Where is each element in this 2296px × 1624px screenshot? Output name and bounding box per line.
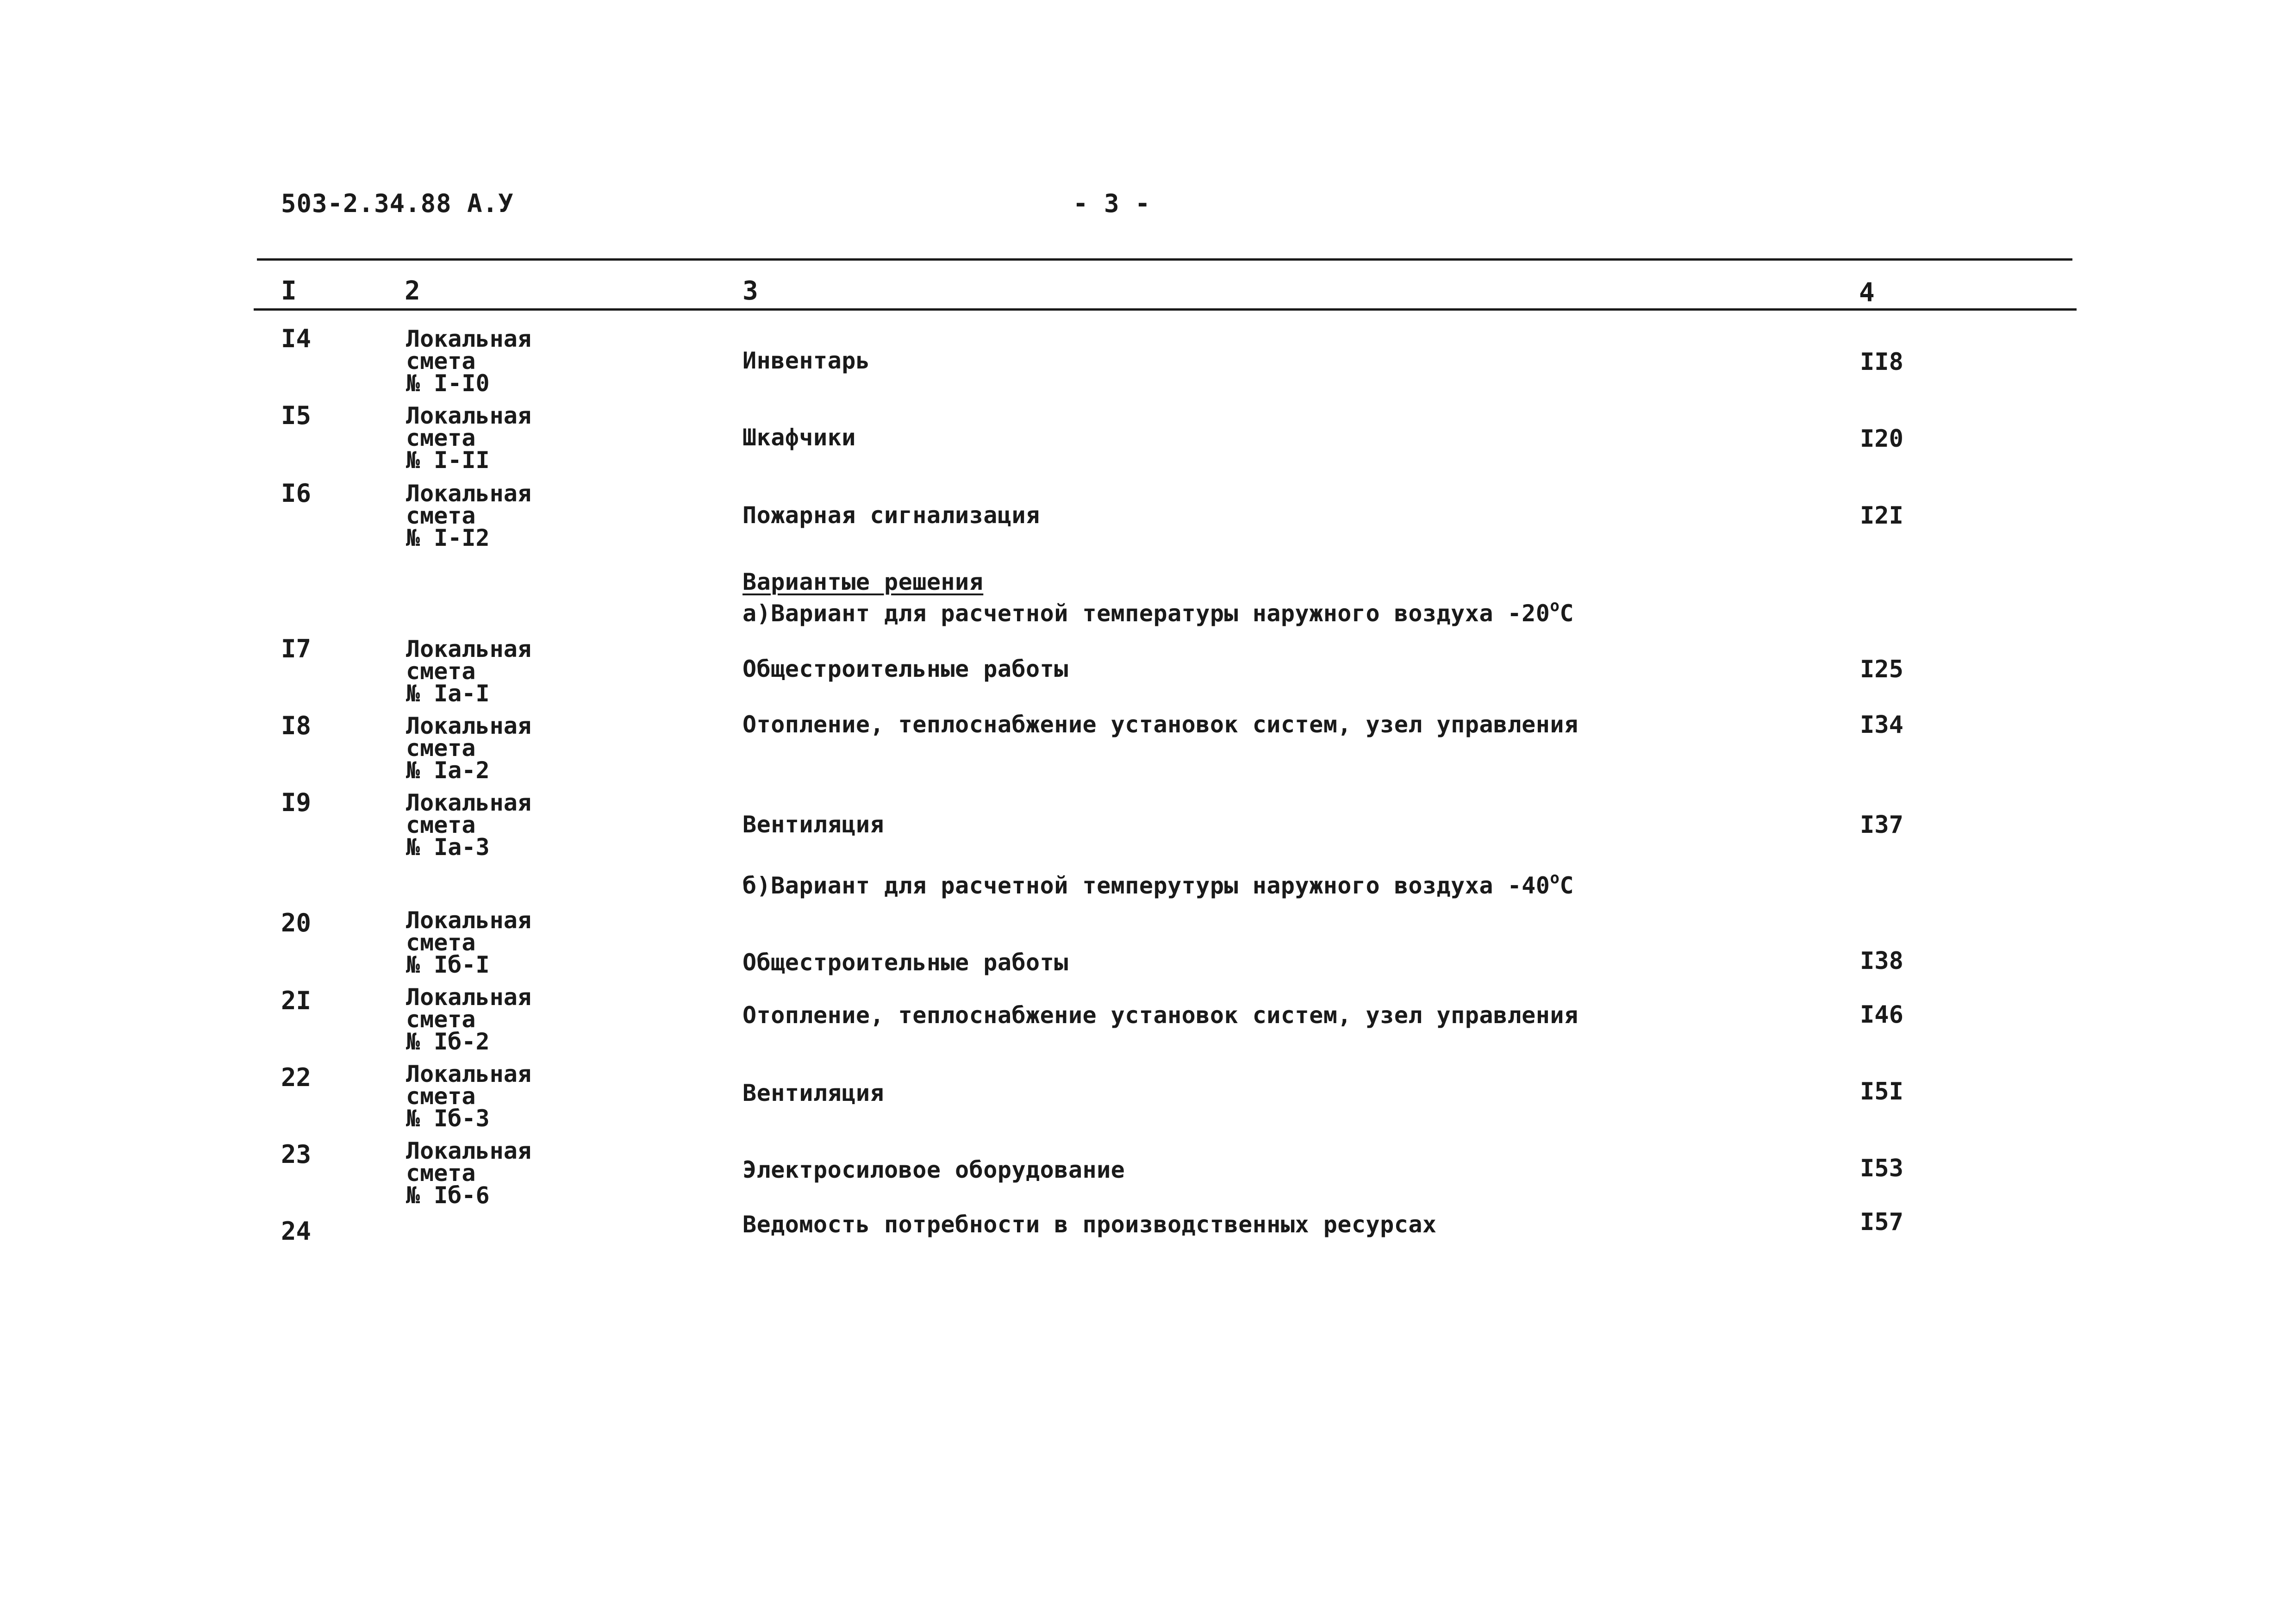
row-page: I2I xyxy=(1860,502,1903,530)
row-page: I20 xyxy=(1860,425,1903,453)
row-number: 22 xyxy=(281,1063,312,1092)
estimate-reference: Локальная смета № I-I2 xyxy=(406,480,531,551)
row-description: Вентиляция xyxy=(742,1080,885,1106)
row-number: I9 xyxy=(281,788,312,817)
row-description: Шкафчики xyxy=(742,424,856,451)
estimate-reference: Локальная смета № Iб-2 xyxy=(406,984,531,1055)
row-description: Инвентарь xyxy=(742,347,870,374)
row-number: 2I xyxy=(281,986,312,1015)
column-header-2: 2 xyxy=(405,276,420,306)
row-description: Ведомость потребности в производственных ресурсах xyxy=(742,1211,1437,1238)
table-top-rule xyxy=(257,258,2072,261)
row-page: I25 xyxy=(1860,656,1903,683)
column-header-1: I xyxy=(281,276,297,306)
row-number: I5 xyxy=(281,401,312,430)
estimate-reference: Локальная смета № Iб-I xyxy=(406,907,531,978)
row-description: Отопление, теплоснабжение установок систем, узел управления xyxy=(742,711,1578,738)
row-description: Электросиловое оборудование xyxy=(742,1156,1125,1183)
column-header-4: 4 xyxy=(1859,278,1875,308)
row-description: Общестроительные работы xyxy=(742,949,1068,976)
row-number: 24 xyxy=(281,1217,312,1246)
row-page: I46 xyxy=(1860,1001,1903,1029)
estimate-reference: Локальная смета № I-I0 xyxy=(406,325,531,397)
page-number: - 3 - xyxy=(1073,189,1151,218)
variant-b-heading: б)Вариант для расчетной темперутуры наружного воздуха $-40^оС$ xyxy=(742,869,1574,899)
row-number: I7 xyxy=(281,634,312,663)
row-page: I34 xyxy=(1860,711,1903,739)
document-code: 503-2.34.88 А.У xyxy=(281,189,514,218)
row-page: I37 xyxy=(1860,811,1903,839)
estimate-reference: Локальная смета № Iа-3 xyxy=(406,789,531,861)
row-description: Отопление, теплоснабжение установок систем, узел управления xyxy=(742,1002,1578,1029)
row-page: I5I xyxy=(1860,1078,1903,1106)
estimate-reference: Локальная смета № Iб-3 xyxy=(406,1061,531,1132)
table-header-rule xyxy=(254,308,2077,311)
row-number: I4 xyxy=(281,324,312,353)
estimate-reference: Локальная смета № Iа-2 xyxy=(406,712,531,784)
variant-a-heading: а)Вариант для расчетной температуры наружного воздуха $-20^оС$ xyxy=(742,597,1574,627)
row-description: Пожарная сигнализация xyxy=(742,502,1040,529)
row-description: Вентиляция xyxy=(742,811,885,838)
row-number: I8 xyxy=(281,711,312,740)
row-page: I57 xyxy=(1860,1208,1903,1236)
row-page: I38 xyxy=(1860,947,1903,975)
row-number: I6 xyxy=(281,479,312,508)
row-page: II8 xyxy=(1860,348,1903,376)
row-page: I53 xyxy=(1860,1155,1903,1182)
estimate-reference: Локальная смета № Iа-I xyxy=(406,636,531,707)
estimate-reference: Локальная смета № Iб-6 xyxy=(406,1137,531,1209)
row-number: 23 xyxy=(281,1140,312,1169)
row-description: Общестроительные работы xyxy=(742,656,1068,682)
section-title: Вариантые решения xyxy=(742,568,984,595)
estimate-reference: Локальная смета № I-II xyxy=(406,402,531,474)
row-number: 20 xyxy=(281,908,312,937)
column-header-3: 3 xyxy=(742,276,758,306)
